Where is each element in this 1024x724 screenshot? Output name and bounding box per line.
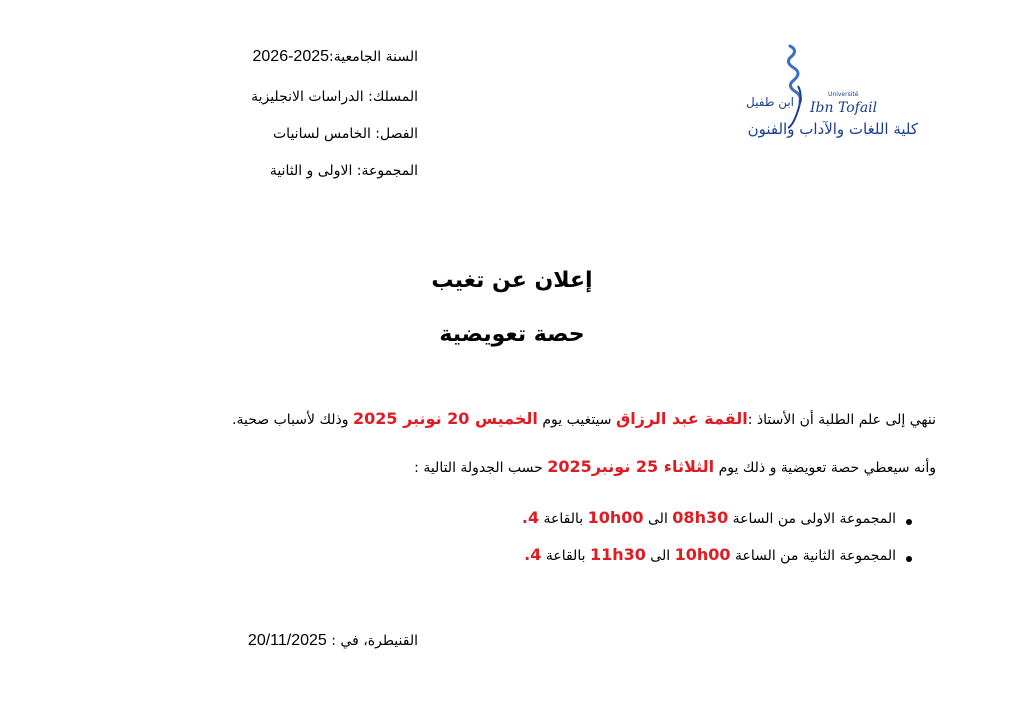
schedule-2-room-label: بالقاعة — [541, 548, 590, 564]
group-line — [270, 163, 418, 179]
schedule-2-mid: الى — [645, 548, 675, 564]
semester-label: الفصل: — [375, 126, 418, 142]
makeup-paragraph — [414, 457, 936, 476]
absence-date: الخميس 20 نونبر 2025 — [352, 409, 538, 428]
schedule-1-to: 10h00 — [587, 508, 644, 527]
p1-mid: سيتغيب يوم — [537, 412, 616, 428]
announcement-subtitle: حصة تعويضية — [439, 322, 585, 347]
academic-year-label: السنة الجامعية: — [329, 49, 418, 65]
schedule-1-group: المجموعة الاولى من الساعة — [728, 511, 896, 527]
track-line — [251, 89, 418, 105]
university-ar-text: ابن طفيل — [746, 95, 794, 109]
announcement-title: إعلان عن تغيب — [431, 268, 593, 293]
place-label: القنيطرة، في : — [331, 633, 418, 649]
makeup-date: الثلاثاء 25 نونبر2025 — [547, 457, 715, 476]
bullet-icon — [906, 556, 912, 562]
schedule-2-to: 11h30 — [589, 545, 646, 564]
p2-end: حسب الجدولة التالية : — [414, 460, 548, 476]
faculty-name: كلية اللغات والآداب والفنون — [747, 120, 918, 138]
p1-intro: ننهي إلى علم الطلبة أن الأستاذ : — [747, 412, 936, 428]
track-value: الدراسات الانجليزية — [251, 89, 364, 105]
schedule-1-room-label: بالقاعة — [539, 511, 588, 527]
absence-paragraph — [232, 409, 936, 428]
professor-name: القمة عبد الرزاق — [615, 409, 748, 428]
semester-value: الخامس لسانيات — [273, 126, 371, 142]
group-label: المجموعة: — [356, 163, 418, 179]
track-label: المسلك: — [368, 89, 418, 105]
schedule-item-1 — [522, 508, 896, 527]
semester-line — [273, 126, 418, 142]
place-date-line — [248, 632, 418, 650]
schedule-2-room: 4. — [524, 545, 542, 564]
signature-date: 20/11/2025 — [247, 632, 327, 649]
academic-year-value: 2025-2026 — [252, 48, 330, 65]
university-latin-text: Ibn Tofail — [810, 100, 878, 116]
schedule-2-group: المجموعة الثانية من الساعة — [730, 548, 896, 564]
schedule-1-room: 4. — [521, 508, 540, 527]
schedule-1-from: 08h30 — [672, 508, 729, 527]
schedule-1-mid: الى — [643, 511, 673, 527]
schedule-item-2 — [524, 545, 896, 564]
academic-year-line — [253, 48, 419, 66]
p2-intro: وأنه سيعطي حصة تعويضية و ذلك يوم — [714, 460, 936, 476]
p1-end: وذلك لأسباب صحية. — [232, 412, 353, 428]
bullet-icon — [906, 519, 912, 525]
group-value: الاولى و الثانية — [269, 163, 353, 179]
schedule-2-from: 10h00 — [674, 545, 731, 564]
university-latin-small: Université — [828, 91, 859, 98]
